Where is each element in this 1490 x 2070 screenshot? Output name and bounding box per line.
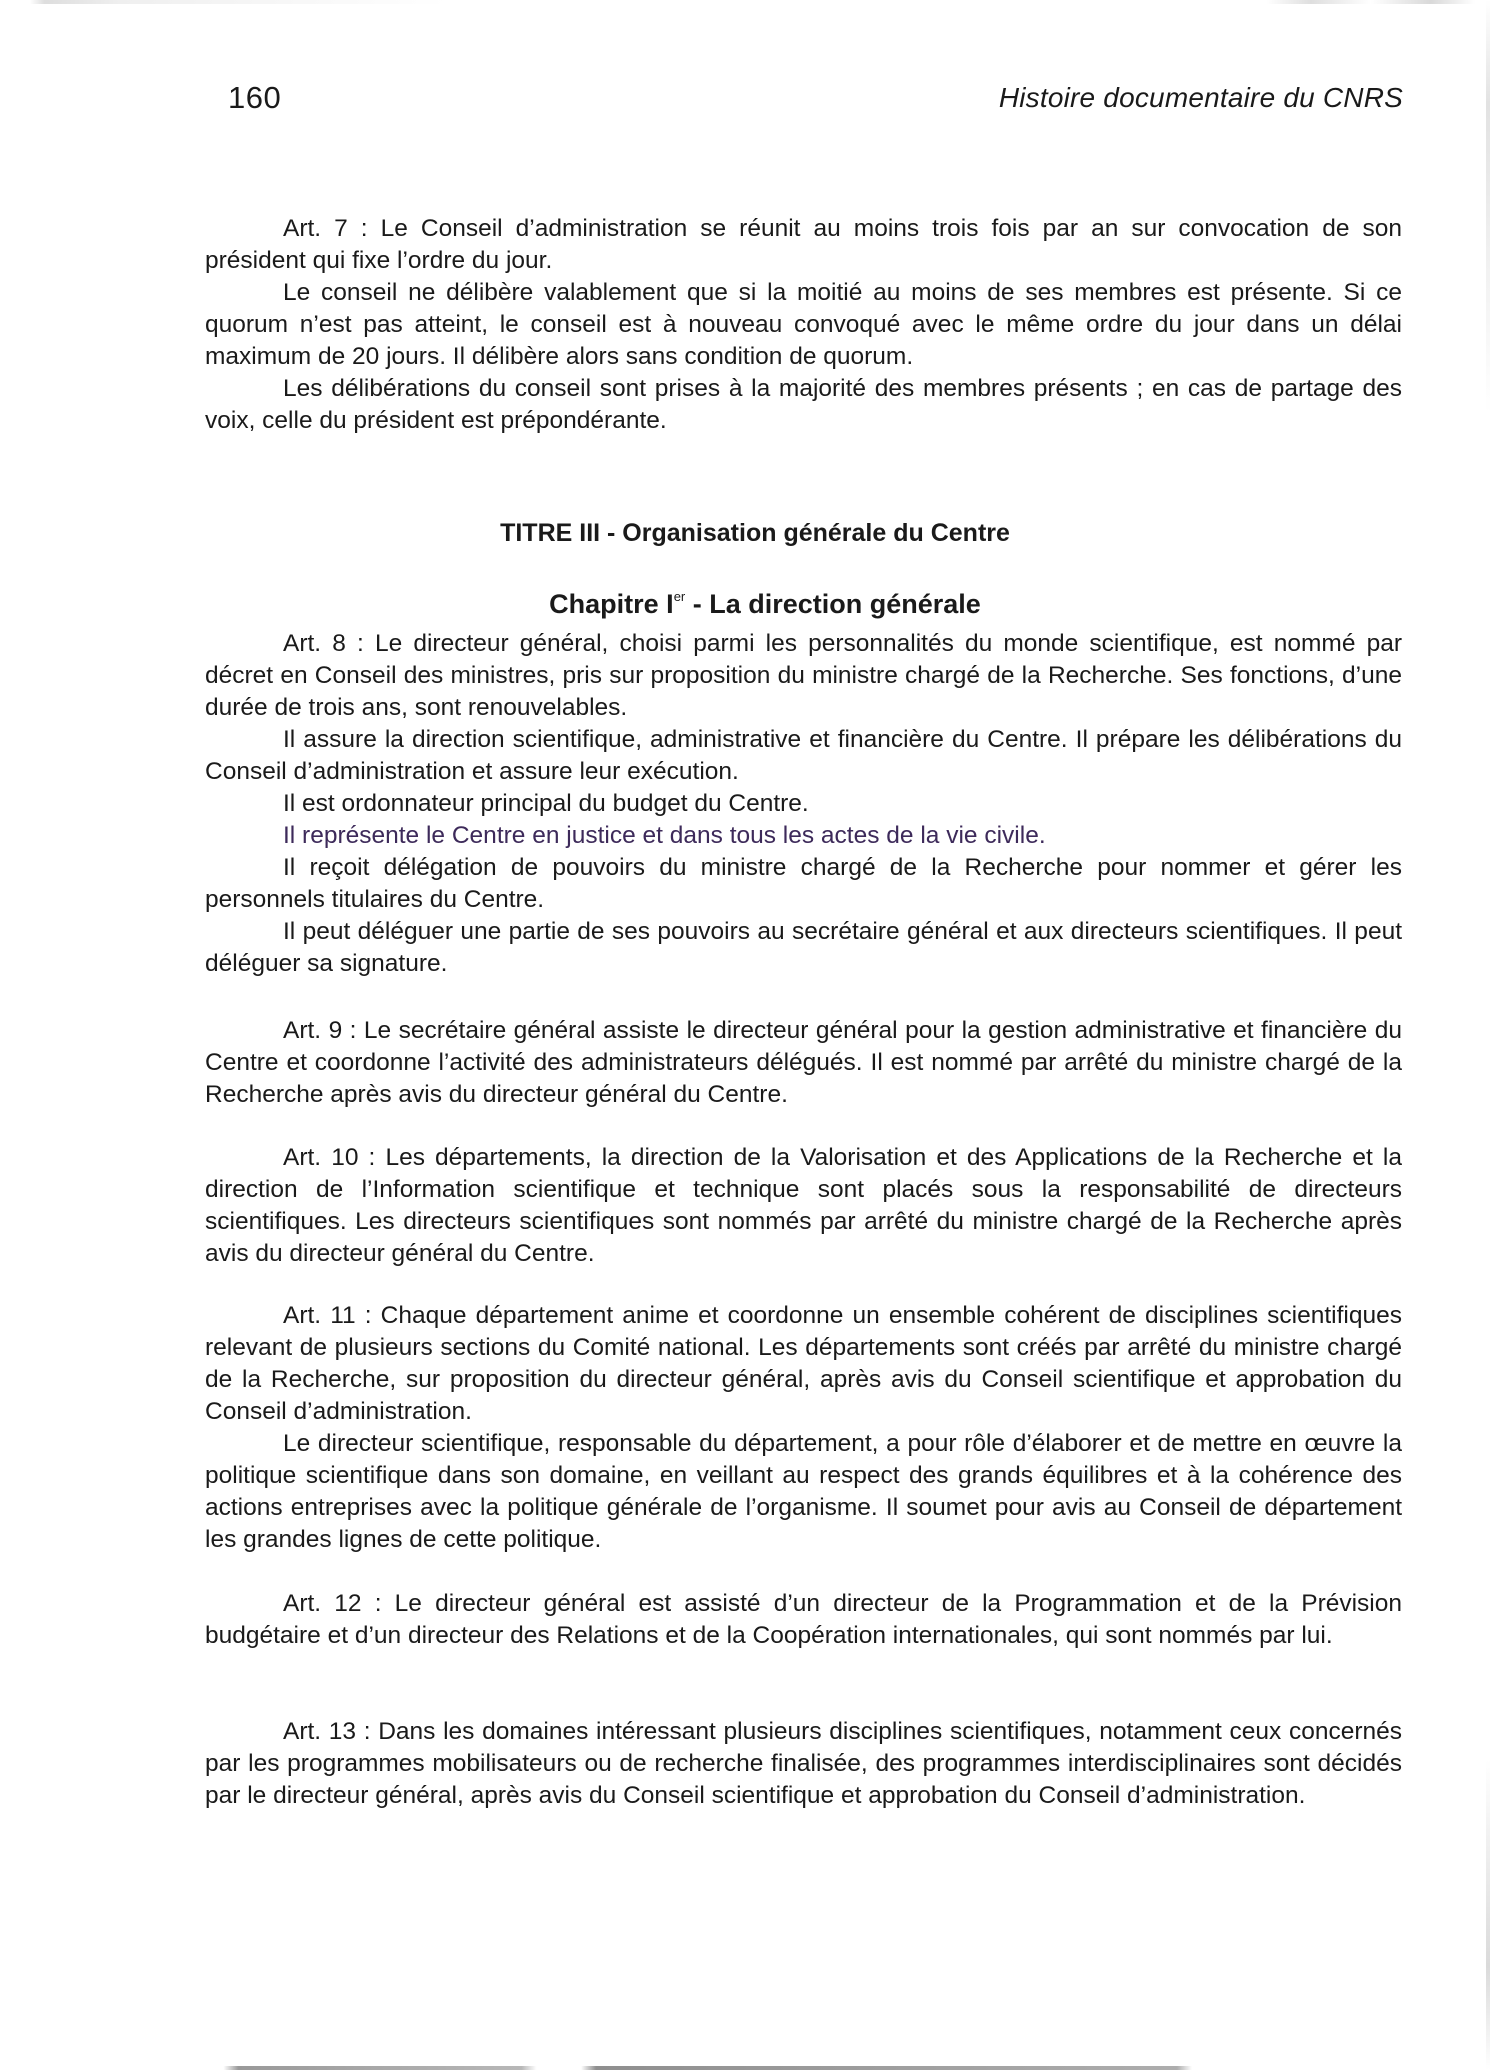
article-8 (205, 628, 1402, 980)
scan-edge-bottom (0, 2066, 1490, 2070)
chapitre-prefix: Chapitre I (549, 589, 674, 619)
paragraph: Il reçoit délégation de pouvoirs du ministre chargé de la Recherche pour nommer et gérer les personnels titulaires du Centre. (205, 854, 1402, 913)
paragraph: Art. 9 : Le secrétaire général assiste le directeur général pour la gestion administrative et financière du Centre et coordonne l’activité des administrateurs délégués. Il est nommé par arrêté du ministre chargé de la Recherche après avis du directeur général du Centre. (205, 1017, 1402, 1108)
paragraph: Art. 10 : Les départements, la direction de la Valorisation et des Applications de la Recherche et la direction de l’Information scientifique et technique sont placés sous la responsabilité de directeurs scientifiques. Les directeurs scientifiques sont nommés par arrêté du ministre chargé de la Recherche après avis du directeur général du Centre. (205, 1144, 1402, 1267)
running-title: Histoire documentaire du CNRS (998, 82, 1403, 113)
paragraph: Art. 7 : Le Conseil d’administration se réunit au moins trois fois par an sur convocation de son président qui fixe l’ordre du jour. (205, 215, 1402, 274)
titre-heading: TITRE III - Organisation générale du Centre (500, 518, 1010, 547)
page-number: 160 (228, 80, 282, 115)
page-header (228, 80, 1403, 120)
paragraph: Art. 12 : Le directeur général est assisté d’un directeur de la Programmation et de la Prévision budgétaire et d’un directeur des Relations et de la Coopération internationales, qui sont nommés par lui. (205, 1590, 1402, 1649)
paragraph: Art. 8 : Le directeur général, choisi parmi les personnalités du monde scientifique, est nommé par décret en Conseil des ministres, pris sur proposition du ministre chargé de la Recherche. Ses fonctions, d’une durée de trois ans, sont renouvelables. (205, 630, 1402, 721)
paragraph: Il est ordonnateur principal du budget du Centre. (283, 790, 809, 817)
paragraph: Il représente le Centre en justice et dans tous les actes de la vie civile. (283, 822, 1046, 849)
scan-edge-right (1486, 0, 1490, 2070)
article-7 (205, 213, 1402, 437)
article-12 (205, 1588, 1402, 1652)
article-9 (205, 1015, 1402, 1111)
paragraph: Il assure la direction scientifique, administrative et financière du Centre. Il prépare les délibérations du Conseil d’administration et assure leur exécution. (205, 726, 1402, 785)
article-13 (205, 1716, 1402, 1812)
chapitre-heading (0, 589, 1490, 620)
paragraph: Les délibérations du conseil sont prises à la majorité des membres présents ; en cas de partage des voix, celle du président est prépondérante. (205, 375, 1402, 434)
paragraph: Le conseil ne délibère valablement que si la moitié au moins de ses membres est présente. Si ce quorum n’est pas atteint, le conseil est à nouveau convoqué avec le même ordre du jour dans un délai maximum de 20 jours. Il délibère alors sans condition de quorum. (205, 279, 1402, 370)
article-10 (205, 1142, 1402, 1270)
paragraph: Art. 11 : Chaque département anime et coordonne un ensemble cohérent de disciplines scientifiques relevant de plusieurs sections du Comité national. Les départements sont créés par arrêté du ministre chargé de la Recherche, sur proposition du directeur général, après avis du Conseil scientifique et approbation du Conseil d’administration. (205, 1302, 1402, 1425)
paragraph: Le directeur scientifique, responsable du département, a pour rôle d’élaborer et de mettre en œuvre la politique scientifique dans son domaine, en veillant au respect des grands équilibres et à la cohérence des actions entreprises avec la politique générale de l’organisme. Il soumet pour avis au Conseil de département les grandes lignes de cette politique. (205, 1430, 1402, 1553)
paragraph: Il peut déléguer une partie de ses pouvoirs au secrétaire général et aux directeurs scientifiques. Il peut déléguer sa signature. (205, 918, 1402, 977)
chapitre-suffix: - La direction générale (685, 589, 981, 619)
paragraph: Art. 13 : Dans les domaines intéressant plusieurs disciplines scientifiques, notamment ceux concernés par les programmes mobilisateurs ou de recherche finalisée, des programmes interdisciplinaires sont décidés par le directeur général, après avis du Conseil scientifique et approbation du Conseil d’administration. (205, 1718, 1402, 1809)
chapitre-superscript: er (673, 589, 686, 604)
article-11 (205, 1300, 1402, 1556)
scan-edge-top (0, 0, 1490, 4)
